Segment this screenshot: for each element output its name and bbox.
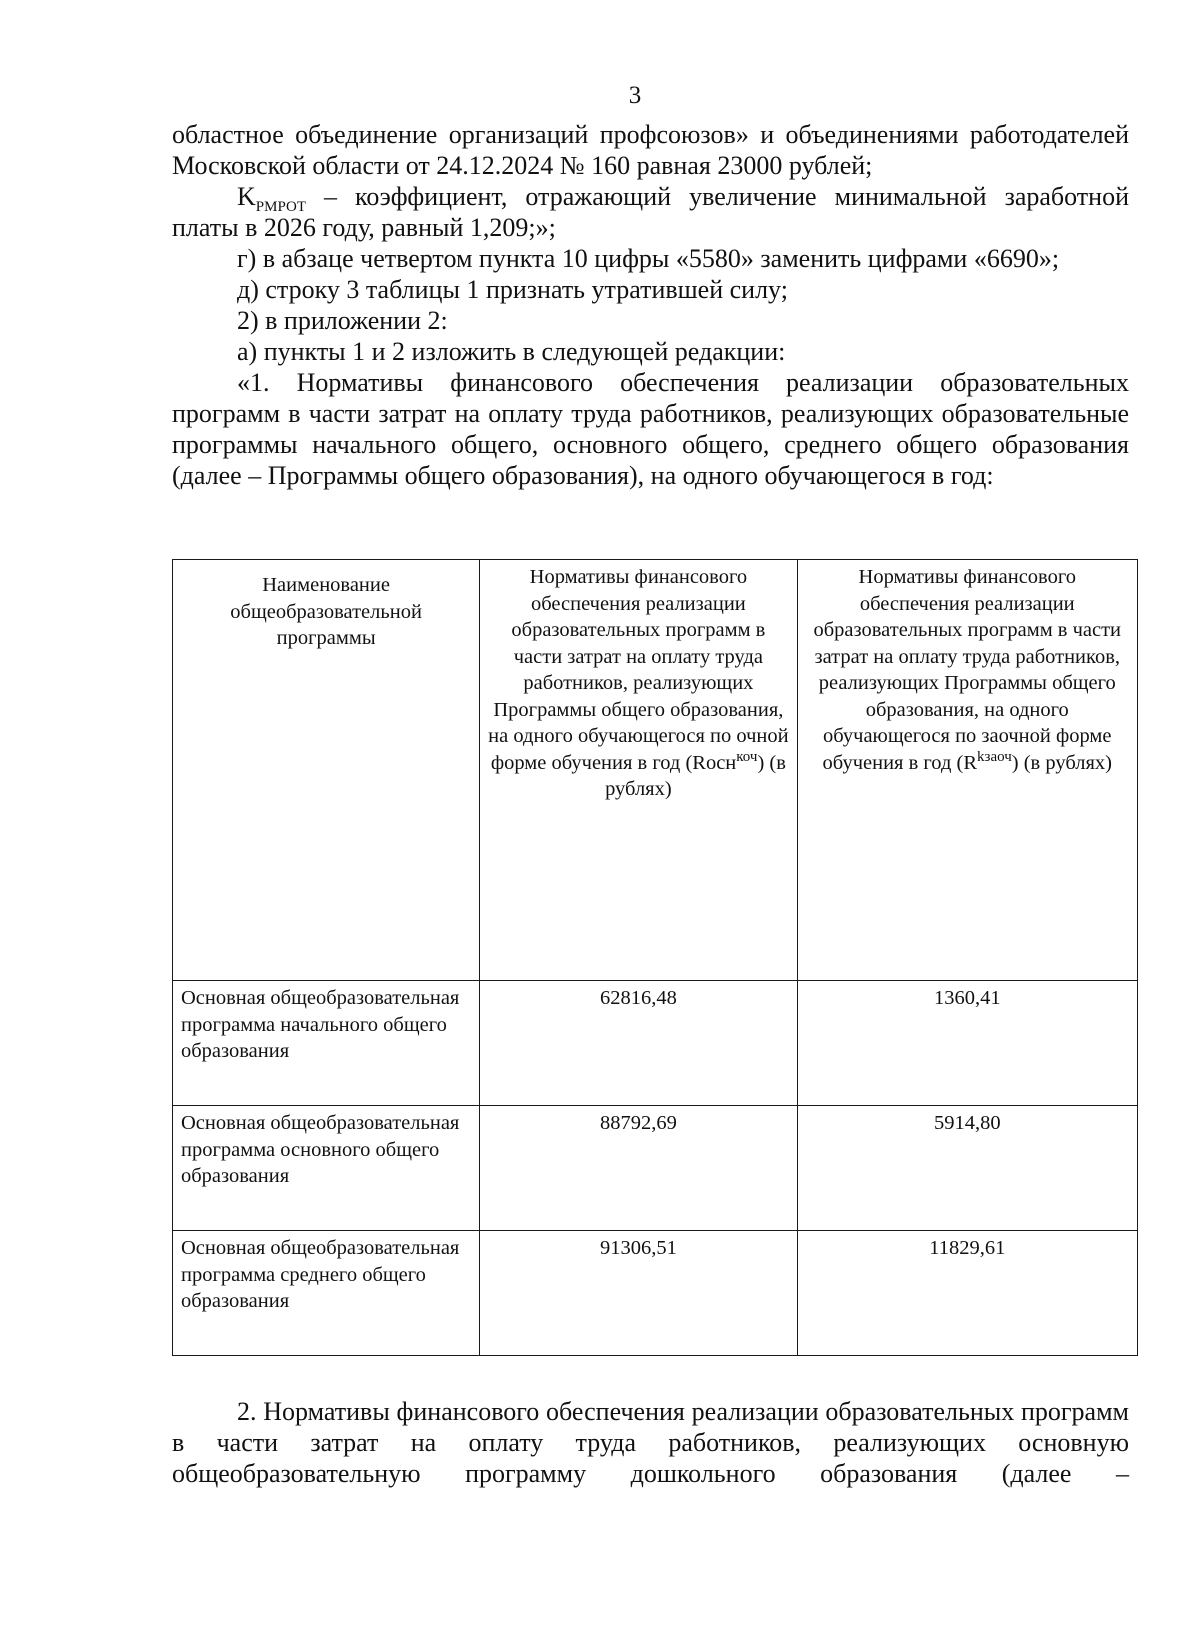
table-header-row xyxy=(173,560,1138,981)
section-2-text xyxy=(172,1396,1129,1489)
paragraph-item-g: г) в абзаце четвертом пункта 10 цифры «5580» заменить цифрами «6690»; xyxy=(237,244,1060,273)
table-row xyxy=(173,1231,1138,1356)
row-full-time-value: 88792,69 xyxy=(480,1106,797,1231)
table-row xyxy=(173,1106,1138,1231)
row-full-time-value: 62816,48 xyxy=(480,981,797,1106)
row-program-name: Основная общеобразовательная программа среднего общего образования xyxy=(173,1231,480,1356)
header-full-time-text: Нормативы финансового обеспечения реализации образовательных программ в части затрат на оплату труда работников, реализующих Программы общего образования, на одного обучающегося по очной форме обучения в год (Rocн xyxy=(488,566,789,774)
norms-table xyxy=(172,559,1138,1356)
paragraph-item-a: а) пункты 1 и 2 изложить в следующей редакции: xyxy=(237,337,786,366)
row-part-time-value: 11829,61 xyxy=(797,1231,1137,1356)
paragraph-item-d: д) строку 3 таблицы 1 признать утратившей силу; xyxy=(237,275,788,304)
row-program-name: Основная общеобразовательная программа основного общего образования xyxy=(173,1106,480,1231)
header-part-time-text: Нормативы финансового обеспечения реализации образовательных программ в части затрат на оплату труда работников, реализующих Программы общего образования, на одного обучающегося по заочной форме обучения в год (R xyxy=(813,566,1122,774)
header-full-time-sup: коч xyxy=(736,748,758,765)
header-part-time-tail: ) (в рублях) xyxy=(1011,751,1112,774)
row-part-time-value: 1360,41 xyxy=(797,981,1137,1106)
header-full-time-tail: ) (в рублях) xyxy=(605,751,786,800)
row-part-time-value: 5914,80 xyxy=(797,1106,1137,1231)
header-full-time-norm xyxy=(480,560,797,981)
row-full-time-value: 91306,51 xyxy=(480,1231,797,1356)
paragraph-item-2: 2) в приложении 2: xyxy=(237,306,448,335)
table-row xyxy=(173,981,1138,1106)
paragraph-intro: областное объединение организаций профсоюзов» и объединениями работодателей Московской области от 24.12.2024 № 160 равная 23000 рублей; xyxy=(172,120,1129,180)
kpmrot-subscript: РМРОТ xyxy=(255,199,306,216)
row-program-name: Основная общеобразовательная программа начального общего образования xyxy=(173,981,480,1106)
kpmrot-symbol: K xyxy=(237,182,256,211)
kpmrot-text: – коэффициент, отражающий увеличение минимальной заработной платы в 2026 году, равный 1,209;»; xyxy=(172,182,1129,242)
paragraph-section-1: «1. Нормативы финансового обеспечения реализации образовательных программ в части затрат на оплату труда работников, реализующих образовательные программы начального общего, основного общего, среднего общего образования (далее – Программы общего образования), на одного обучающегося в год: xyxy=(172,368,1129,490)
header-part-time-norm xyxy=(797,560,1137,981)
header-program-name: Наименование общеобразовательной программы xyxy=(173,560,480,981)
page-number: 3 xyxy=(628,82,642,109)
paragraph-kpmrot xyxy=(172,181,1129,243)
intro-text xyxy=(172,119,1129,491)
paragraph-section-2: 2. Нормативы финансового обеспечения реализации образовательных программ в части затрат на оплату труда работников, реализующих основную общеобразовательную программу дошкольного образования (далее – xyxy=(172,1397,1129,1488)
header-part-time-sup: kзаоч xyxy=(977,748,1012,765)
